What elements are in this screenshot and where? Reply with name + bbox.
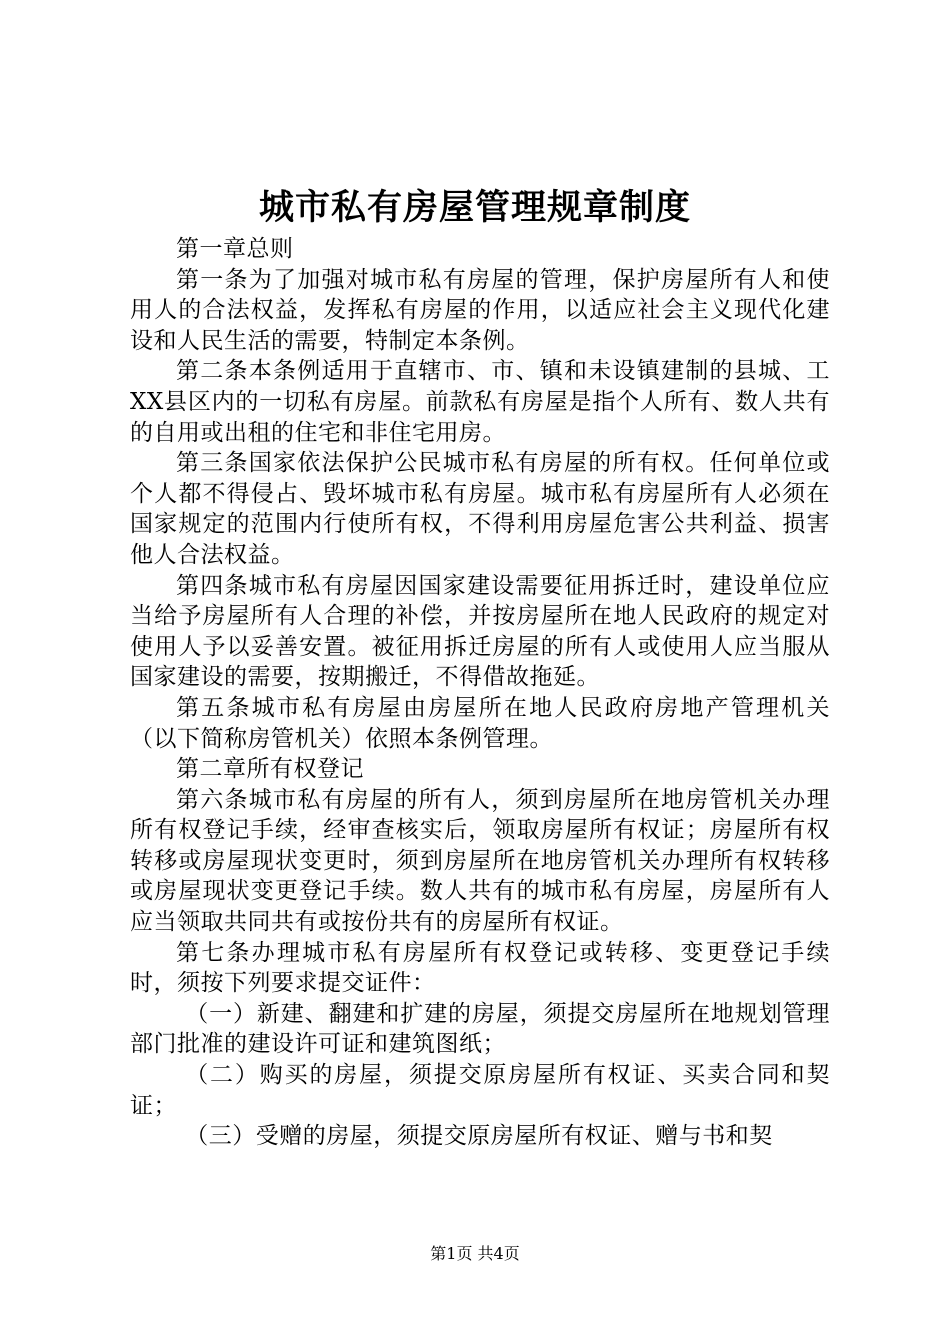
page-footer: 第1页 共4页 <box>430 1244 520 1263</box>
document-body <box>130 234 830 1152</box>
article-paragraph: 第一条为了加强对城市私有房屋的管理，保护房屋所有人和使用人的合法权益，发挥私有房屋的作用，以适应社会主义现代化建设和人民生活的需要，特制定本条例。 <box>130 266 830 354</box>
article-paragraph: 第二条本条例适用于直辖市、市、镇和未设镇建制的县城、工XX县区内的一切私有房屋。前款私有房屋是指个人所有、数人共有的自用或出租的住宅和非住宅用房。 <box>130 358 830 446</box>
article-paragraph: 第七条办理城市私有房屋所有权登记或转移、变更登记手续时，须按下列要求提交证件： <box>130 939 830 997</box>
list-item: （三）受赠的房屋，须提交原房屋所有权证、赠与书和契 <box>185 1123 773 1150</box>
article-paragraph: 第五条城市私有房屋由房屋所在地人民政府房地产管理机关（以下简称房管机关）依照本条例管理。 <box>130 694 830 752</box>
chapter-heading: 第一章总则 <box>176 236 294 262</box>
list-item: （二）购买的房屋，须提交原房屋所有权证、买卖合同和契证； <box>130 1062 830 1119</box>
list-item: （一）新建、翻建和扩建的房屋，须提交房屋所在地规划管理部门批准的建设许可证和建筑图纸； <box>130 1000 830 1058</box>
chapter-heading: 第二章所有权登记 <box>176 756 364 783</box>
article-paragraph: 第六条城市私有房屋的所有人，须到房屋所在地房管机关办理所有权登记手续，经审查核实后，领取房屋所有权证；房屋所有权转移或房屋现状变更时，须到房屋所在地房管机关办理所有权转移或房屋现状变更登记手续。数人共有的城市私有房屋，房屋所有人应当领取共同共有或按份共有的房屋所有权证。 <box>130 786 830 936</box>
article-paragraph: 第三条国家依法保护公民城市私有房屋的所有权。任何单位或个人都不得侵占、毁坏城市私有房屋。城市私有房屋所有人必须在国家规定的范围内行使所有权，不得利用房屋危害公共利益、损害他人合法权益。 <box>130 450 830 568</box>
article-paragraph: 第四条城市私有房屋因国家建设需要征用拆迁时，建设单位应当给予房屋所有人合理的补偿，并按房屋所在地人民政府的规定对使用人予以妥善安置。被征用拆迁房屋的所有人或使用人应当服从国家建设的需要，按期搬迁，不得借故拖延。 <box>130 572 830 691</box>
document-title: 城市私有房屋管理规章制度 <box>258 187 691 228</box>
